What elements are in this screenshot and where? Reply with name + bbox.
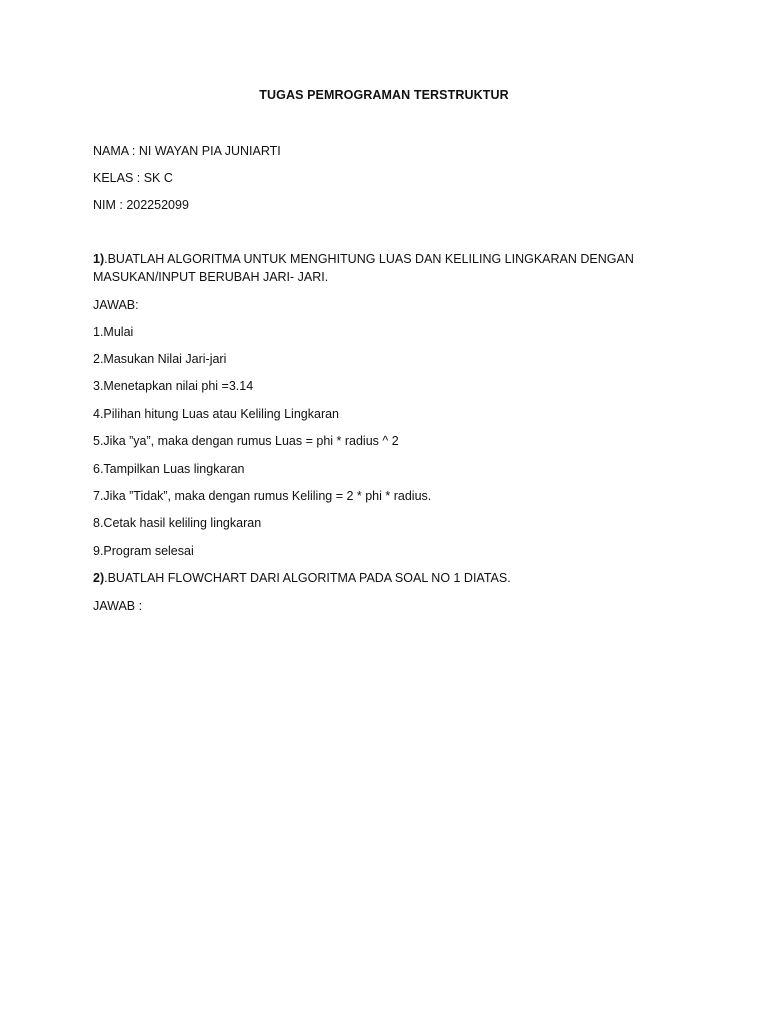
algorithm-step: 7.Jika ”Tidak”, maka dengan rumus Keliling = 2 * phi * radius.: [93, 489, 432, 503]
algorithm-step: 9.Program selesai: [93, 544, 194, 558]
question-1-text: .BUATLAH ALGORITMA UNTUK MENGHITUNG LUAS DAN KELILING LINGKARAN DENGAN MASUKAN/INPUT BERUBAH JARI- JARI.: [93, 252, 634, 284]
answer-2-label: JAWAB :: [93, 599, 143, 613]
algorithm-step: 4.Pilihan hitung Luas atau Keliling Lingkaran: [93, 407, 340, 421]
algorithm-step: 3.Menetapkan nilai phi =3.14: [93, 379, 254, 393]
student-id: NIM : 202252099: [93, 198, 189, 212]
algorithm-step: 2.Masukan Nilai Jari-jari: [93, 352, 227, 366]
question-2-number: 2): [93, 571, 105, 585]
question-2: [93, 569, 511, 587]
algorithm-step: 8.Cetak hasil keliling lingkaran: [93, 516, 262, 530]
question-2-text: .BUATLAH FLOWCHART DARI ALGORITMA PADA SOAL NO 1 DIATAS.: [104, 571, 511, 585]
answer-1-label: JAWAB:: [93, 298, 139, 312]
student-name: NAMA : NI WAYAN PIA JUNIARTI: [93, 144, 281, 158]
question-1: [93, 250, 653, 286]
question-1-number: 1): [93, 252, 105, 266]
algorithm-step: 6.Tampilkan Luas lingkaran: [93, 462, 245, 476]
algorithm-step: 5.Jika ”ya”, maka dengan rumus Luas = phi * radius ^ 2: [93, 434, 399, 448]
document-title: TUGAS PEMROGRAMAN TERSTRUKTUR: [259, 88, 509, 102]
algorithm-step: 1.Mulai: [93, 325, 134, 339]
student-class: KELAS : SK C: [93, 171, 173, 185]
